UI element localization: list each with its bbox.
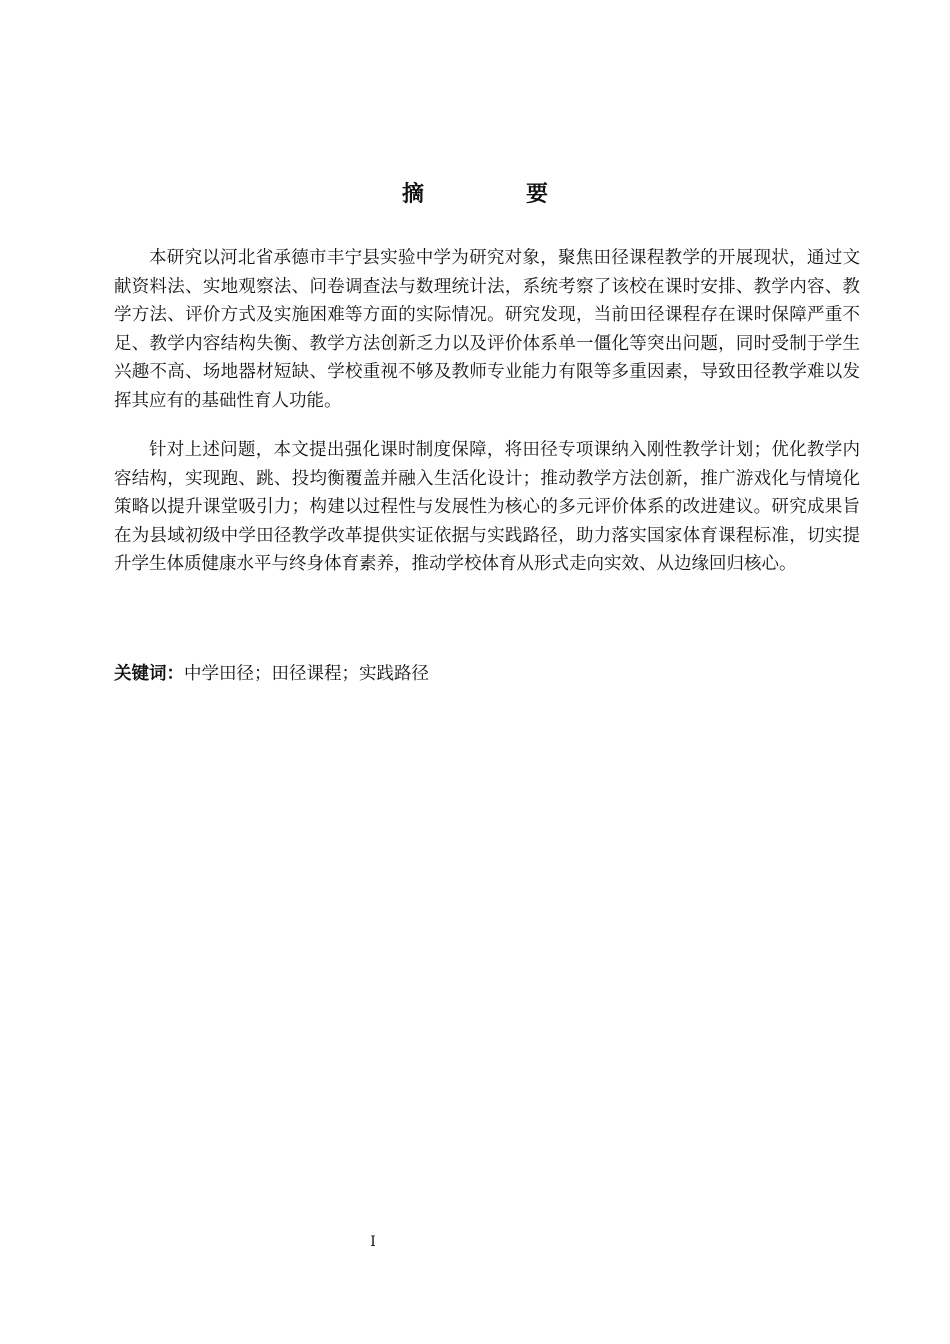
keywords-line <box>114 660 860 688</box>
keywords-label: 关键词： <box>114 664 184 684</box>
abstract-paragraph-2: 针对上述问题，本文提出强化课时制度保障，将田径专项课纳入刚性教学计划；优化教学内容结构，实现跑、跳、投均衡覆盖并融入生活化设计；推动教学方法创新，推广游戏化与情境化策略以提升课堂吸引力；构建以过程性与发展性为核心的多元评价体系的改进建议。研究成果旨在为县域初级中学田径教学改革提供实证依据与实践路径，助力落实国家体育课程标准，切实提升学生体质健康水平与终身体育素养，推动学校体育从形式走向实效、从边缘回归核心。 <box>114 440 860 574</box>
page-number: I <box>370 1234 376 1250</box>
abstract-paragraph-1-container <box>114 244 860 415</box>
abstract-paragraph-1: 本研究以河北省承德市丰宁县实验中学为研究对象，聚焦田径课程教学的开展现状，通过文献资料法、实地观察法、问卷调查法与数理统计法，系统考察了该校在课时安排、教学内容、教学方法、评价方式及实施困难等方面的实际情况。研究发现，当前田径课程存在课时保障严重不足、教学内容结构失衡、教学方法创新乏力以及评价体系单一僵化等突出问题，同时受制于学生兴趣不高、场地器材短缺、学校重视不够及教师专业能力有限等多重因素，导致田径教学难以发挥其应有的基础性育人功能。 <box>114 248 860 411</box>
abstract-title: 摘 要 <box>401 182 588 207</box>
keywords-text: 中学田径；田径课程；实践路径 <box>184 664 429 684</box>
abstract-paragraph-2-container <box>114 436 860 579</box>
